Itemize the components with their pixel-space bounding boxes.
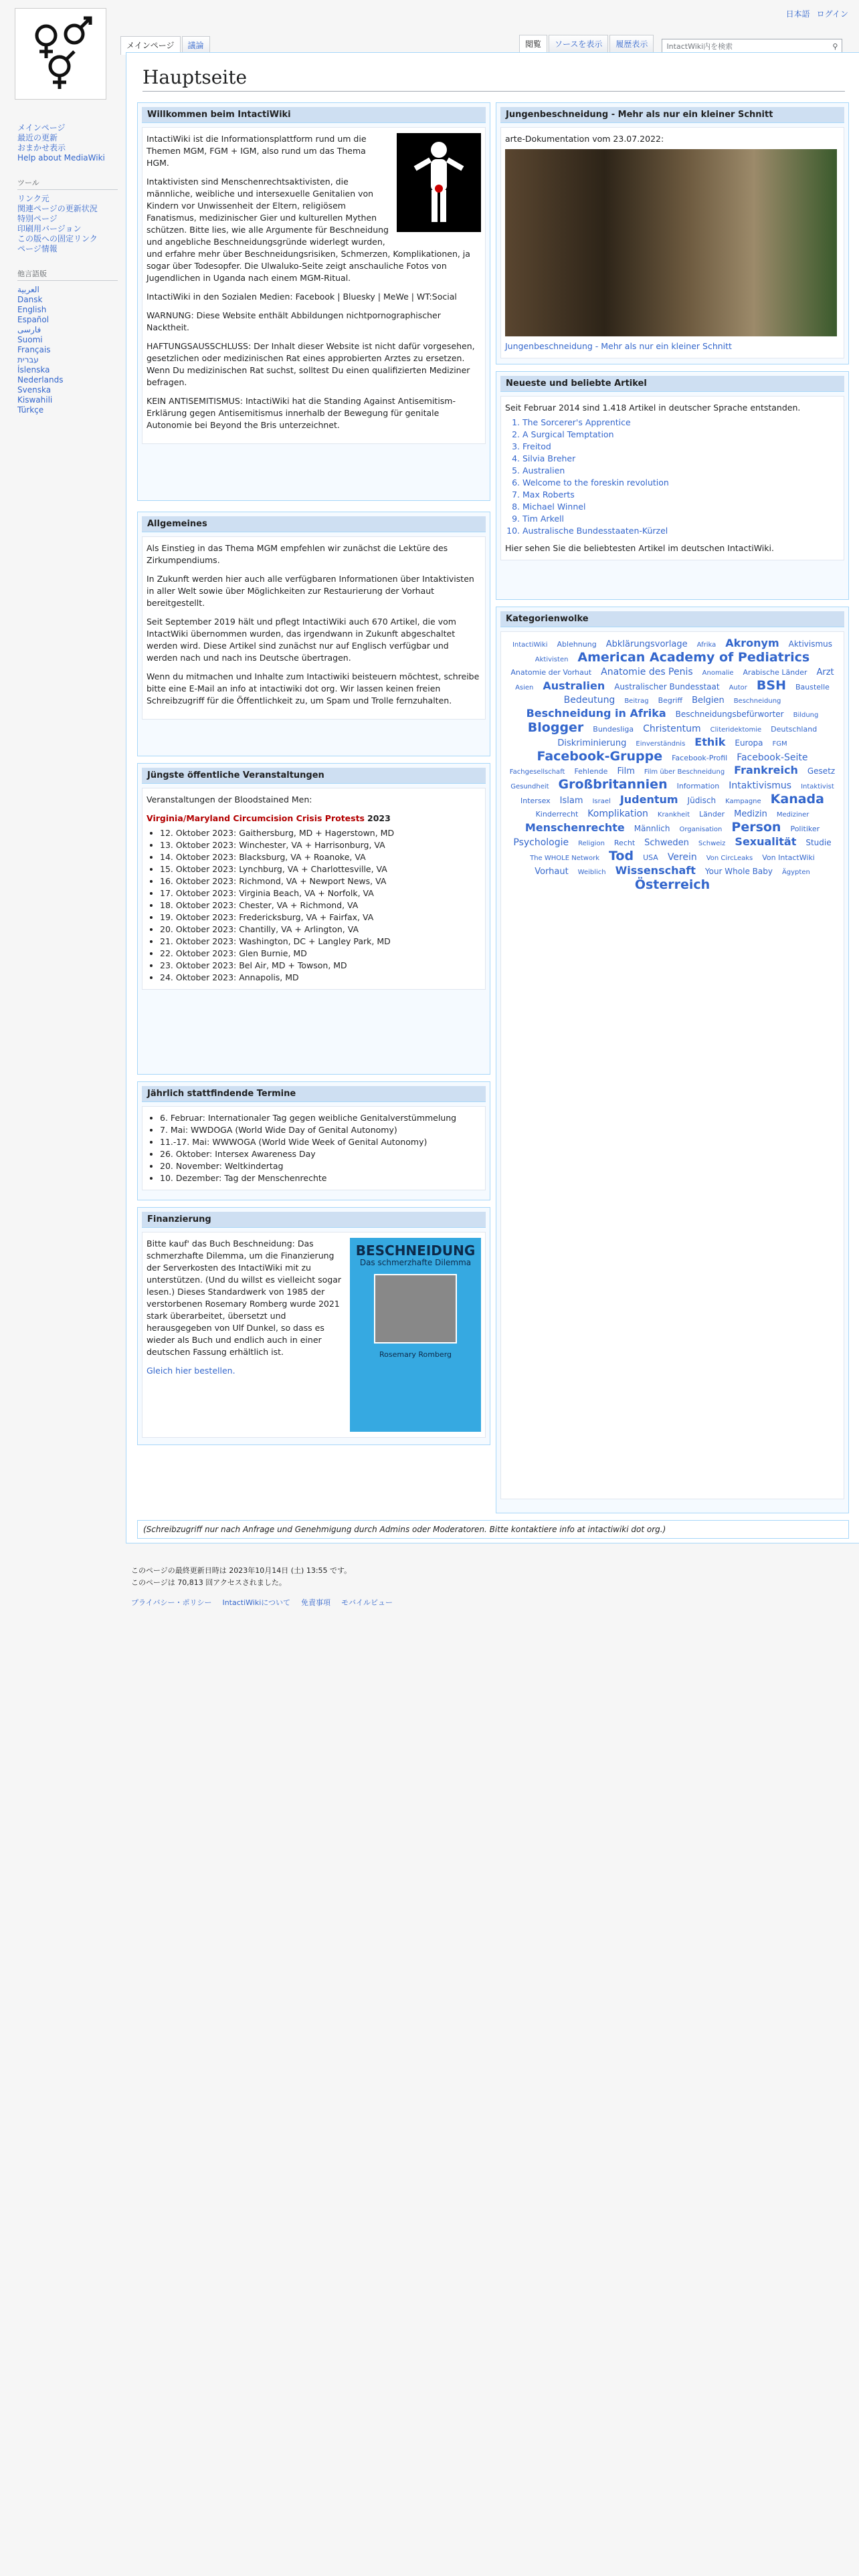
search-input[interactable] bbox=[662, 39, 842, 53]
category-tag[interactable]: Intaktivist bbox=[801, 783, 834, 790]
category-tag[interactable]: Österreich bbox=[634, 877, 710, 892]
category-tag[interactable]: Anatomie der Vorhaut bbox=[510, 668, 592, 677]
category-tag[interactable]: Kinderrecht bbox=[535, 810, 579, 819]
category-tag[interactable]: Australien bbox=[543, 679, 605, 692]
category-tag[interactable]: Asien bbox=[515, 684, 534, 691]
list-item[interactable]: 7. Max Roberts bbox=[522, 489, 840, 501]
welcome-social: IntactiWiki in den Sozialen Medien: Facebook | Bluesky | MeWe | WT:Social bbox=[147, 292, 457, 302]
book-cover[interactable] bbox=[350, 1238, 481, 1432]
sidebar-lang[interactable]: العربية bbox=[17, 285, 39, 294]
general-p4: Wenn du mitmachen und Inhalte zum Intactiwiki beisteuern möchtest, schreibe bitte eine E-Mail an info at intactiwiki dot org. Wir lassen keinen freien Schreibzugriff für die Öffentlichkeit zu, um Spam und Trolle fernzuhalten. bbox=[147, 671, 480, 706]
category-tag[interactable]: Vorhaut bbox=[535, 867, 569, 877]
category-tag[interactable]: American Academy of Pediatrics bbox=[577, 650, 810, 665]
sidebar-lang[interactable]: עברית bbox=[17, 355, 39, 364]
sidebar-lang[interactable]: Türkçe bbox=[17, 405, 44, 415]
events-box bbox=[137, 763, 490, 1075]
gender-symbols-icon bbox=[21, 14, 101, 94]
list-item: • 6. Februar: Internationaler Tag gegen weibliche Genitalverstümmelung bbox=[160, 1112, 481, 1124]
category-tag[interactable]: Politiker bbox=[790, 825, 820, 833]
book-photo bbox=[374, 1274, 457, 1344]
category-tag[interactable]: Verein bbox=[667, 852, 697, 863]
category-tag[interactable]: Bildung bbox=[793, 712, 819, 719]
video-date: arte-Dokumentation vom 23.07.2022: bbox=[505, 134, 664, 144]
list-item: • 17. Oktober 2023: Virginia Beach, VA + Norfolk, VA bbox=[160, 887, 481, 899]
annual-heading: Jährlich stattfindende Termine bbox=[142, 1086, 486, 1102]
category-tag[interactable]: Arabische Länder bbox=[743, 668, 807, 677]
category-tag[interactable]: Arzt bbox=[816, 667, 834, 677]
top-bar bbox=[0, 0, 859, 52]
category-tag[interactable]: Begriff bbox=[658, 696, 683, 705]
category-tag[interactable]: Intersex bbox=[520, 796, 551, 805]
list-item: • 7. Mai: WWDOGA (World Wide Day of Genital Autonomy) bbox=[160, 1124, 481, 1136]
sidebar-lang[interactable]: Suomi bbox=[17, 335, 43, 344]
category-tag[interactable]: Schweiz bbox=[698, 840, 726, 847]
events-series-title[interactable]: Virginia/Maryland Circumcision Crisis Protests bbox=[147, 813, 365, 823]
tab-read[interactable]: 閲覧 bbox=[519, 35, 547, 53]
sidebar-lang[interactable]: فارسی bbox=[17, 325, 41, 334]
list-item: • 19. Oktober 2023: Fredericksburg, VA + Fairfax, VA bbox=[160, 911, 481, 924]
category-tag[interactable]: Afrika bbox=[696, 641, 717, 649]
category-tag[interactable]: Religion bbox=[578, 840, 605, 847]
funding-text: Bitte kauf' das Buch Beschneidung: Das schmerzhafte Dilemma, um die Finanzierung der Serverkosten des IntactiWiki mit zu unterstützen. (Und du willst es vielleicht sogar lesen.) Dieses Standardwerk von 1985 der verstorbenen Rosemary Romberg wurde 2021 stark überarbeitet, übersetzt und herausgegeben von Ulf Dunkel, so dass es wieder als Buch und endlich auch in einer deutschen Fassung erhältlich ist. bbox=[147, 1239, 342, 1357]
category-tag[interactable]: Christentum bbox=[643, 724, 701, 734]
sidebar-lang[interactable]: Íslenska bbox=[17, 365, 50, 374]
category-tag[interactable]: Aktivisten bbox=[535, 656, 569, 663]
events-heading: Jüngste öffentliche Veranstaltungen bbox=[142, 768, 486, 784]
sidebar bbox=[17, 123, 118, 415]
category-tag[interactable]: Organisation bbox=[679, 826, 723, 833]
video-caption[interactable]: Jungenbeschneidung - Mehr als nur ein kleiner Schnitt bbox=[505, 341, 732, 351]
category-tag[interactable]: Komplikation bbox=[587, 809, 648, 819]
sidebar-lang[interactable]: Français bbox=[17, 345, 51, 354]
list-item: • 26. Oktober: Intersex Awareness Day bbox=[160, 1148, 481, 1160]
footer-views: このページは 70,813 回アクセスされました。 bbox=[131, 1578, 286, 1587]
category-tag[interactable]: Ethik bbox=[694, 736, 726, 748]
list-item[interactable]: 4. Silvia Breher bbox=[522, 453, 840, 465]
events-year: 2023 bbox=[367, 813, 391, 823]
category-tag[interactable]: Gesundheit bbox=[510, 783, 549, 790]
annual-list bbox=[147, 1112, 481, 1184]
sidebar-lang[interactable]: Kiswahili bbox=[17, 395, 53, 405]
category-tag[interactable]: Fehlende bbox=[574, 767, 608, 776]
category-tag[interactable]: Israel bbox=[592, 798, 611, 805]
welcome-disclaimer: HAFTUNGSAUSSCHLUSS: Der Inhalt dieser Website ist nicht dafür vorgesehen, gesetzlichen oder medizinischen Rat eines approbierten Arztes zu ersetzen. Wenn Du medizinischen Rat suchst, solltest Du einen qualifizierten Mediziner befragen. bbox=[147, 341, 475, 387]
sidebar-item-recent[interactable]: 最近の更新 bbox=[17, 133, 58, 142]
sidebar-item-help[interactable]: Help about MediaWiki bbox=[17, 153, 105, 163]
category-tag[interactable]: Anomalie bbox=[702, 669, 734, 677]
view-tabs bbox=[519, 35, 842, 53]
general-p1: Als Einstieg in das Thema MGM empfehlen wir zunächst die Lektüre des Zirkumpendiums. bbox=[147, 543, 448, 565]
category-tag[interactable]: Cliteridektomie bbox=[710, 726, 762, 734]
category-tag[interactable]: Facebook-Profil bbox=[672, 754, 728, 762]
list-item: • 22. Oktober 2023: Glen Burnie, MD bbox=[160, 948, 481, 960]
category-tag[interactable]: Facebook-Seite bbox=[737, 752, 808, 763]
list-item[interactable]: 2. A Surgical Temptation bbox=[522, 429, 840, 441]
category-tag[interactable]: Beschneidung in Afrika bbox=[526, 707, 666, 720]
category-tag[interactable]: Menschenrechte bbox=[524, 821, 625, 834]
newest-intro: Seit Februar 2014 sind 1.418 Artikel in deutscher Sprache entstanden. bbox=[505, 403, 801, 413]
video-thumbnail[interactable] bbox=[505, 149, 837, 336]
category-tag[interactable]: Beschneidung bbox=[733, 697, 781, 705]
category-tag[interactable]: Fachgesellschaft bbox=[509, 768, 565, 776]
category-tag[interactable]: Bundesliga bbox=[593, 725, 634, 734]
sidebar-tool[interactable]: リンク元 bbox=[17, 194, 50, 203]
general-heading: Allgemeines bbox=[142, 516, 486, 532]
category-tag[interactable]: Intaktivismus bbox=[729, 780, 792, 791]
category-tag[interactable]: Bedeutung bbox=[563, 695, 615, 706]
category-tag[interactable]: Film über Beschneidung bbox=[644, 768, 725, 776]
list-item: • 24. Oktober 2023: Annapolis, MD bbox=[160, 972, 481, 984]
category-tag[interactable]: Kanada bbox=[770, 792, 824, 807]
search-icon[interactable]: ⚲ bbox=[832, 41, 838, 51]
personal-tools bbox=[786, 8, 848, 19]
footer-last-modified: このページの最終更新日時は 2023年10月14日 (土) 13:55 です。 bbox=[131, 1566, 352, 1575]
book-author: Rosemary Romberg bbox=[379, 1350, 452, 1359]
annual-box bbox=[137, 1081, 490, 1200]
category-tag[interactable]: Information bbox=[676, 782, 720, 790]
newest-outro: Hier sehen Sie die beliebtesten Artikel im deutschen IntactiWiki. bbox=[505, 543, 774, 553]
general-p3: Seit September 2019 hält und pflegt IntactiWiki auch 670 Artikel, die vom IntactWiki übernommen wurden, das irgendwann in Zukunft abgeschaltet werden wird. Diese Artikel sind zunächst nur auf Englisch verfügbar und werden nach und nach ins Deutsche übertragen. bbox=[147, 617, 456, 663]
book-title: BESCHNEIDUNG bbox=[355, 1243, 476, 1259]
category-tag[interactable]: Medizin bbox=[734, 809, 767, 819]
footer-disclaimer-link[interactable]: 免責事項 bbox=[301, 1598, 331, 1607]
category-tag[interactable]: Frankreich bbox=[734, 764, 798, 776]
newest-heading: Neueste und beliebte Artikel bbox=[500, 376, 844, 392]
category-tag[interactable]: Abklärungsvorlage bbox=[605, 639, 688, 649]
footer bbox=[131, 1565, 393, 1609]
category-tag[interactable]: Großbritannien bbox=[558, 777, 668, 792]
sidebar-tool[interactable]: 関連ページの更新状況 bbox=[17, 204, 98, 213]
list-item: • 13. Oktober 2023: Winchester, VA + Harrisonburg, VA bbox=[160, 839, 481, 851]
list-item[interactable]: 8. Michael Winnel bbox=[522, 501, 840, 513]
list-item[interactable]: 10. Australische Bundesstaaten-Kürzel bbox=[522, 525, 840, 537]
tab-talk[interactable]: 議論 bbox=[182, 36, 210, 55]
category-tag[interactable]: Jüdisch bbox=[687, 796, 717, 805]
category-tag[interactable]: Von IntactWiki bbox=[762, 853, 815, 862]
welcome-heading: Willkommen beim IntactiWiki bbox=[142, 107, 486, 123]
events-intro: Veranstaltungen der Bloodstained Men: bbox=[147, 794, 312, 804]
funding-box bbox=[137, 1207, 490, 1445]
category-tag[interactable]: Australischer Bundesstaat bbox=[614, 682, 720, 691]
sidebar-lang[interactable]: Español bbox=[17, 315, 50, 324]
site-logo[interactable] bbox=[15, 8, 106, 100]
category-tag[interactable]: Wissenschaft bbox=[615, 864, 696, 877]
cloud-box bbox=[496, 607, 849, 1513]
tab-view-source[interactable]: ソースを表示 bbox=[549, 35, 608, 53]
category-tag[interactable]: BSH bbox=[756, 678, 786, 693]
sidebar-tools-heading: ツール bbox=[17, 178, 118, 190]
list-item[interactable]: 5. Australien bbox=[522, 465, 840, 477]
video-heading: Jungenbeschneidung - Mehr als nur ein kleiner Schnitt bbox=[500, 107, 844, 123]
category-tag[interactable]: Aktivismus bbox=[788, 639, 833, 649]
tab-main-page[interactable]: メインページ bbox=[120, 36, 181, 55]
welcome-box bbox=[137, 102, 490, 501]
category-tag[interactable]: Gesetz bbox=[807, 766, 836, 776]
login-link[interactable]: ログイン bbox=[816, 9, 848, 19]
category-tag[interactable]: Beitrag bbox=[624, 697, 649, 705]
category-tag[interactable]: Anatomie des Penis bbox=[601, 667, 693, 677]
category-tag[interactable]: FGM bbox=[772, 740, 787, 748]
welcome-warning: WARNUNG: Diese Website enthält Abbildungen nichtpornographischer Nacktheit. bbox=[147, 310, 441, 332]
language-link[interactable]: 日本語 bbox=[785, 9, 810, 19]
category-tag[interactable]: Weiblich bbox=[577, 869, 606, 876]
sidebar-item-main[interactable]: メインページ bbox=[17, 123, 66, 132]
category-tag[interactable]: Von CircLeaks bbox=[706, 855, 753, 862]
list-item[interactable]: 9. Tim Arkell bbox=[522, 513, 840, 525]
category-tag[interactable]: USA bbox=[643, 853, 658, 862]
category-tag[interactable]: Schweden bbox=[644, 838, 689, 848]
category-tag[interactable]: IntactiWiki bbox=[512, 641, 548, 649]
category-tag[interactable]: Krankheit bbox=[657, 811, 690, 819]
sidebar-lang[interactable]: Nederlands bbox=[17, 375, 64, 385]
tag-cloud bbox=[500, 631, 844, 1499]
category-tag[interactable]: Recht bbox=[613, 839, 636, 847]
category-tag[interactable]: Blogger bbox=[527, 720, 584, 735]
category-tag[interactable]: Ägypten bbox=[781, 869, 810, 876]
category-tag[interactable]: Ablehnung bbox=[557, 640, 597, 649]
sidebar-tool[interactable]: ページ情報 bbox=[17, 244, 58, 253]
events-list bbox=[147, 827, 481, 984]
category-tag[interactable]: Einverständnis bbox=[636, 740, 686, 748]
list-item[interactable]: 3. Freitod bbox=[522, 441, 840, 453]
category-tag[interactable]: Mediziner bbox=[776, 811, 809, 819]
list-item: • 12. Oktober 2023: Gaithersburg, MD + Hagerstown, MD bbox=[160, 827, 481, 839]
category-tag[interactable]: The WHOLE Network bbox=[530, 855, 599, 862]
category-tag[interactable]: Baustelle bbox=[795, 683, 830, 691]
list-item: • 21. Oktober 2023: Washington, DC + Langley Park, MD bbox=[160, 936, 481, 948]
list-item[interactable]: 6. Welcome to the foreskin revolution bbox=[522, 477, 840, 489]
category-tag[interactable]: Akronym bbox=[725, 637, 779, 649]
search-placeholder: IntactWiki内を検索 bbox=[666, 42, 733, 51]
list-item: • 20. November: Weltkindertag bbox=[160, 1160, 481, 1172]
sidebar-item-random[interactable]: おまかせ表示 bbox=[17, 143, 66, 152]
page-title: Hauptseite bbox=[142, 66, 845, 92]
category-tag[interactable]: Deutschland bbox=[771, 725, 818, 734]
welcome-antisemitism: KEIN ANTISEMITISMUS: IntactiWiki hat die Standing Against Antisemitism-Erklärung gegen Antisemitismus innerhalb der Bewegung für genitale Autonomie bei Beyond the Bris unterzeichnet. bbox=[147, 396, 456, 430]
category-tag[interactable]: Autor bbox=[729, 684, 747, 691]
category-tag[interactable]: Judentum bbox=[619, 793, 678, 806]
general-p2: In Zukunft werden hier auch alle verfügbaren Informationen über Intaktivisten in aller Welt sowie über Möglichkeiten zur Restaurierung der Vorhaut bereitgestellt. bbox=[147, 574, 474, 608]
newest-box bbox=[496, 371, 849, 600]
welcome-intro: IntactiWiki ist die Informationsplattform rund um die Themen MGM, FGM + IGM, also rund um das Thema HGM. bbox=[147, 134, 367, 168]
category-tag[interactable]: Diskriminierung bbox=[557, 738, 627, 748]
write-access-note: (Schreibzugriff nur nach Anfrage und Genehmigung durch Admins oder Moderatoren. Bitte kontaktiere info at intactiwiki dot org.) bbox=[137, 1520, 849, 1539]
tab-history[interactable]: 履歴表示 bbox=[609, 35, 654, 53]
sidebar-lang[interactable]: Svenska bbox=[17, 385, 52, 395]
sidebar-tool[interactable]: 印刷用バージョン bbox=[17, 224, 82, 233]
category-tag[interactable]: Islam bbox=[559, 796, 583, 806]
list-item[interactable]: 1. The Sorcerer's Apprentice bbox=[522, 417, 840, 429]
sidebar-lang-heading: 他言語版 bbox=[17, 269, 118, 281]
category-tag[interactable]: Männlich bbox=[634, 824, 670, 833]
list-item: • 14. Oktober 2023: Blacksburg, VA + Roanoke, VA bbox=[160, 851, 481, 863]
list-item: • 10. Dezember: Tag der Menschenrechte bbox=[160, 1172, 481, 1184]
category-tag[interactable]: Sexualität bbox=[735, 835, 797, 848]
footer-mobile-link[interactable]: モバイルビュー bbox=[341, 1598, 393, 1607]
category-tag[interactable]: Europa bbox=[735, 738, 763, 748]
list-item: • 16. Oktober 2023: Richmond, VA + Newport News, VA bbox=[160, 875, 481, 887]
cloud-heading: Kategorienwolke bbox=[500, 611, 844, 627]
category-tag[interactable]: Person bbox=[731, 820, 781, 835]
footer-about-link[interactable]: IntactiWikiについて bbox=[222, 1598, 291, 1607]
sidebar-lang[interactable]: Dansk bbox=[17, 295, 43, 304]
video-box bbox=[496, 102, 849, 364]
category-tag[interactable]: Tod bbox=[608, 849, 634, 863]
footer-privacy-link[interactable]: プライバシー・ポリシー bbox=[131, 1598, 212, 1607]
sidebar-tool[interactable]: この版への固定リンク bbox=[17, 234, 98, 243]
category-tag[interactable]: Facebook-Gruppe bbox=[537, 749, 663, 764]
sidebar-lang[interactable]: English bbox=[17, 305, 47, 314]
list-item: • 18. Oktober 2023: Chester, VA + Richmond, VA bbox=[160, 899, 481, 911]
general-box bbox=[137, 512, 490, 756]
sidebar-tool[interactable]: 特別ページ bbox=[17, 214, 58, 223]
list-item: • 23. Oktober 2023: Bel Air, MD + Towson, MD bbox=[160, 960, 481, 972]
intact-body-image[interactable] bbox=[397, 133, 481, 232]
list-item: • 15. Oktober 2023: Lynchburg, VA + Charlottesville, VA bbox=[160, 863, 481, 875]
book-subtitle: Das schmerzhafte Dilemma bbox=[359, 1258, 472, 1267]
category-tag[interactable]: Beschneidungsbefürworter bbox=[675, 710, 784, 719]
category-tag[interactable]: Studie bbox=[805, 838, 832, 847]
newest-list bbox=[505, 417, 840, 537]
category-tag[interactable]: Psychologie bbox=[513, 837, 569, 848]
category-tag[interactable]: Your Whole Baby bbox=[704, 867, 773, 876]
category-tag[interactable]: Belgien bbox=[692, 695, 725, 706]
list-item: • 20. Oktober 2023: Chantilly, VA + Arlington, VA bbox=[160, 924, 481, 936]
category-tag[interactable]: Film bbox=[617, 766, 635, 776]
list-item: • 11.-17. Mai: WWWOGA (World Wide Week of Genital Autonomy) bbox=[160, 1136, 481, 1148]
category-tag[interactable]: Länder bbox=[699, 810, 725, 819]
welcome-intaktivisten: Intaktivisten sind Menschenrechtsaktivisten, die männliche, weibliche und intersexuelle Genitalien von Kindern vor Unwissenheit der Eltern, religiösem Fanatismus, medizinischer Gier und kulturellen Mythen schützen. Bitte lies, wie alle Argumente für Beschneidung und angebliche Beschneidungsgründe widerlegt wurden, und erfahre mehr über Beschneidungsrisiken, Schmerzen, Komplikationen, ja sogar über Todesopfer. Die Ulwaluko-Seite zeigt anschauliche Fotos von Jugendlichen in Uganda nach einem MGM-Ritual. bbox=[147, 177, 470, 283]
order-link[interactable]: Gleich hier bestellen. bbox=[147, 1366, 235, 1376]
main-content bbox=[126, 52, 859, 1543]
funding-heading: Finanzierung bbox=[142, 1212, 486, 1228]
category-tag[interactable]: Kampagne bbox=[725, 798, 761, 805]
